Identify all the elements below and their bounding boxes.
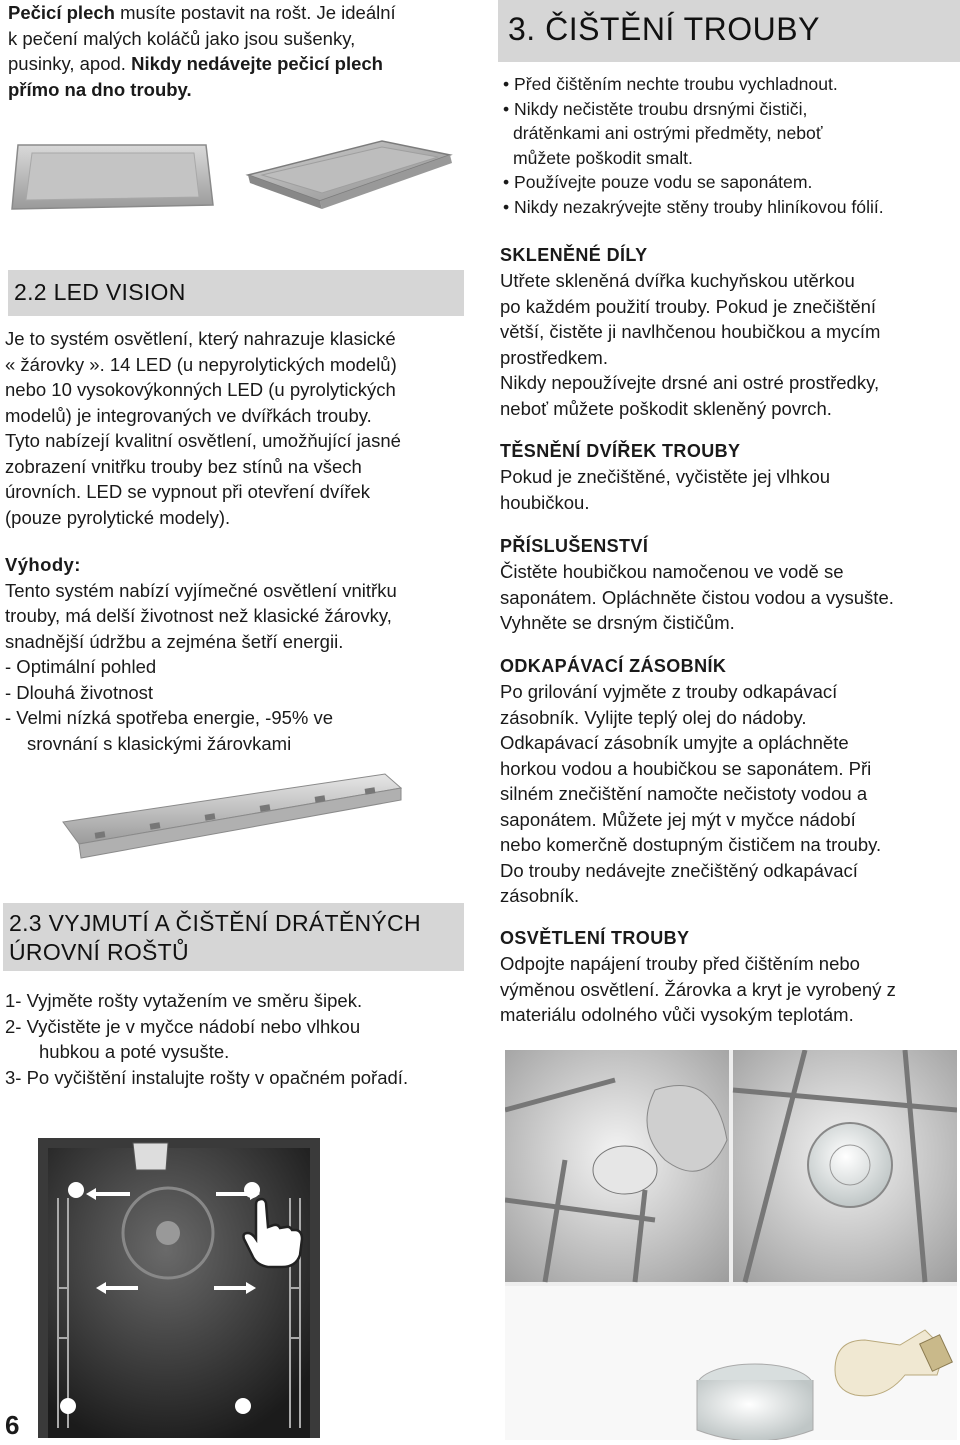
section-line: výměnou osvětlení. Žárovka a kryt je vyrobený z (500, 978, 896, 1000)
bullet-item: • Před čištěním nechte troubu vychladnout. (503, 74, 838, 94)
section-line: Do trouby nedávejte znečištěný odkapávací (500, 859, 858, 881)
section-line: Čistěte houbičkou namočenou ve vodě se (500, 561, 844, 582)
section-line: saponátem. Opláchněte čistou vodou a vysušte. (500, 586, 894, 608)
advantages-item: - Dlouhá životnost (5, 681, 154, 703)
intro-bold-3: Nikdy nedávejte pečicí plech (131, 53, 383, 74)
led-line: zobrazení vnitřku trouby bez stínů na všech (5, 455, 362, 477)
section-heading: TĚSNĚNÍ DVÍŘEK TROUBY (500, 441, 741, 461)
step-2: 2- Vyčistěte je v myčce nádobí nebo vlhkou (5, 1015, 361, 1037)
oven-lamp-photo (505, 1050, 957, 1440)
led-line: modelů) je integrovaných ve dvířkách trouby. (5, 404, 372, 426)
section-heading: ODKAPÁVACÍ ZÁSOBNÍK (500, 656, 727, 676)
accessories-section (500, 534, 958, 636)
led-line: « žárovky ». 14 LED (u nepyrolytických modelů) (5, 353, 397, 375)
intro-text-2: k pečení malých koláčů jako jsou sušenky, (8, 27, 356, 49)
led-line: úrovních. LED se vypnout při otevření dvířek (5, 481, 371, 502)
advantages (5, 552, 465, 756)
section-line: nebo komerčně dostupným čističem na trouby. (500, 834, 882, 855)
section-line: větší, čistěte ji navlhčenou houbičkou a mycím (500, 321, 881, 342)
section-line: saponátem. Můžete jej mýt v myčce nádobí (500, 808, 856, 830)
section-line: prostředkem. (500, 346, 608, 368)
step-1: 1- Vyjměte rošty vytažením ve směru šipek. (5, 990, 363, 1011)
baking-tray-illustration (10, 135, 465, 225)
section-line: zásobník. (500, 885, 580, 906)
section-line: horkou vodou a houbičkou se saponátem. Při (500, 757, 872, 779)
advantages-item: - Optimální pohled (5, 656, 157, 677)
advantages-line: trouby, má delší životnost než klasické žárovky, (5, 605, 392, 626)
oven-light-section (500, 926, 958, 1028)
drip-tray-section (500, 654, 958, 909)
advantages-title: Výhody: (5, 554, 81, 575)
led-line: Tyto nabízejí kvalitní osvětlení, umožňující jasné (5, 430, 401, 451)
section-line: Utřete skleněná dvířka kuchyňskou utěrkou (500, 270, 855, 291)
rack-removal-heading (3, 903, 464, 971)
section-line: Odkapávací zásobník umyjte a opláchněte (500, 732, 849, 753)
tray-intro (8, 0, 468, 102)
bullet-item: • Nikdy nezakrývejte stěny trouby hliníkovou fólií. (503, 196, 884, 217)
rack-steps (5, 988, 475, 1090)
led-vision-heading (8, 270, 464, 316)
door-seal-section (500, 439, 958, 515)
step-2-cont: hubkou a poté vysušte. (39, 1041, 230, 1062)
intro-text-1: musíte postavit na rošt. Je ideální (114, 2, 396, 23)
section-line: Nikdy nepoužívejte drsné ani ostré prostředky, (500, 372, 880, 393)
oven-rack-diagram (38, 1138, 320, 1438)
section-heading: PŘÍSLUŠENSTVÍ (500, 536, 649, 556)
led-line: (pouze pyrolytické modely). (5, 506, 231, 528)
glass-parts-section (500, 243, 958, 421)
led-vision-title: 2.2 LED VISION (14, 279, 186, 305)
bullet-item-cont: můžete poškodit smalt. (513, 147, 693, 168)
led-line: Je to systém osvětlení, který nahrazuje klasické (5, 328, 396, 349)
cleaning-bullets (503, 72, 958, 220)
section-line: silném znečištění namočte nečistoty vodou a (500, 783, 868, 804)
section-line: Odpojte napájení trouby před čištěním nebo (500, 953, 860, 974)
section-heading: OSVĚTLENÍ TROUBY (500, 928, 690, 948)
led-strip-illustration (55, 760, 405, 875)
section-line: Vyhněte se drsným čističům. (500, 612, 735, 633)
advantages-item: - Velmi nízká spotřeba energie, -95% ve (5, 707, 334, 728)
page-number: 6 (5, 1410, 20, 1440)
section-line: Po grilování vyjměte z trouby odkapávací (500, 681, 838, 702)
section-line: houbičkou. (500, 491, 590, 513)
intro-text-3: pusinky, apod. (8, 53, 132, 74)
bullet-item-cont: drátěnkami ani ostrými předměty, neboť (513, 123, 823, 144)
intro-bold-4: přímo na dno trouby. (8, 78, 192, 100)
bullet-item: • Používejte pouze vodu se saponátem. (503, 172, 813, 193)
bullet-item: • Nikdy nečistěte troubu drsnými čističi, (503, 98, 808, 119)
advantages-line: snadnější údržbu a zejména šetří energii. (5, 630, 344, 652)
rack-removal-title-1: 2.3 VYJMUTÍ A ČIŠTĚNÍ DRÁTĚNÝCH (9, 910, 421, 936)
rack-removal-title-2: ÚROVNÍ ROŠTŮ (9, 939, 189, 965)
pointing-hand-icon (238, 1195, 308, 1270)
advantages-item-cont: srovnání s klasickými žárovkami (27, 732, 292, 754)
led-line: nebo 10 vysokovýkonných LED (u pyrolytických (5, 379, 396, 400)
intro-bold-1: Pečicí plech (8, 2, 115, 23)
section-line: po každém použití trouby. Pokud je znečištění (500, 295, 877, 317)
step-3: 3- Po vyčištění instalujte rošty v opačném pořadí. (5, 1066, 409, 1088)
oven-cleaning-title: 3. ČIŠTĚNÍ TROUBY (508, 11, 820, 47)
section-line: zásobník. Vylijte teplý olej do nádoby. (500, 706, 807, 728)
section-line: neboť můžete poškodit skleněný povrch. (500, 397, 832, 419)
section-heading: SKLENĚNÉ DÍLY (500, 245, 648, 265)
section-line: materiálu odolného vůči vysokým teplotám. (500, 1004, 854, 1025)
led-description (5, 326, 465, 530)
advantages-line: Tento systém nabízí vyjímečné osvětlení vnitřku (5, 579, 397, 601)
oven-cleaning-heading (498, 0, 960, 62)
section-line: Pokud je znečištěné, vyčistěte jej vlhkou (500, 466, 831, 487)
